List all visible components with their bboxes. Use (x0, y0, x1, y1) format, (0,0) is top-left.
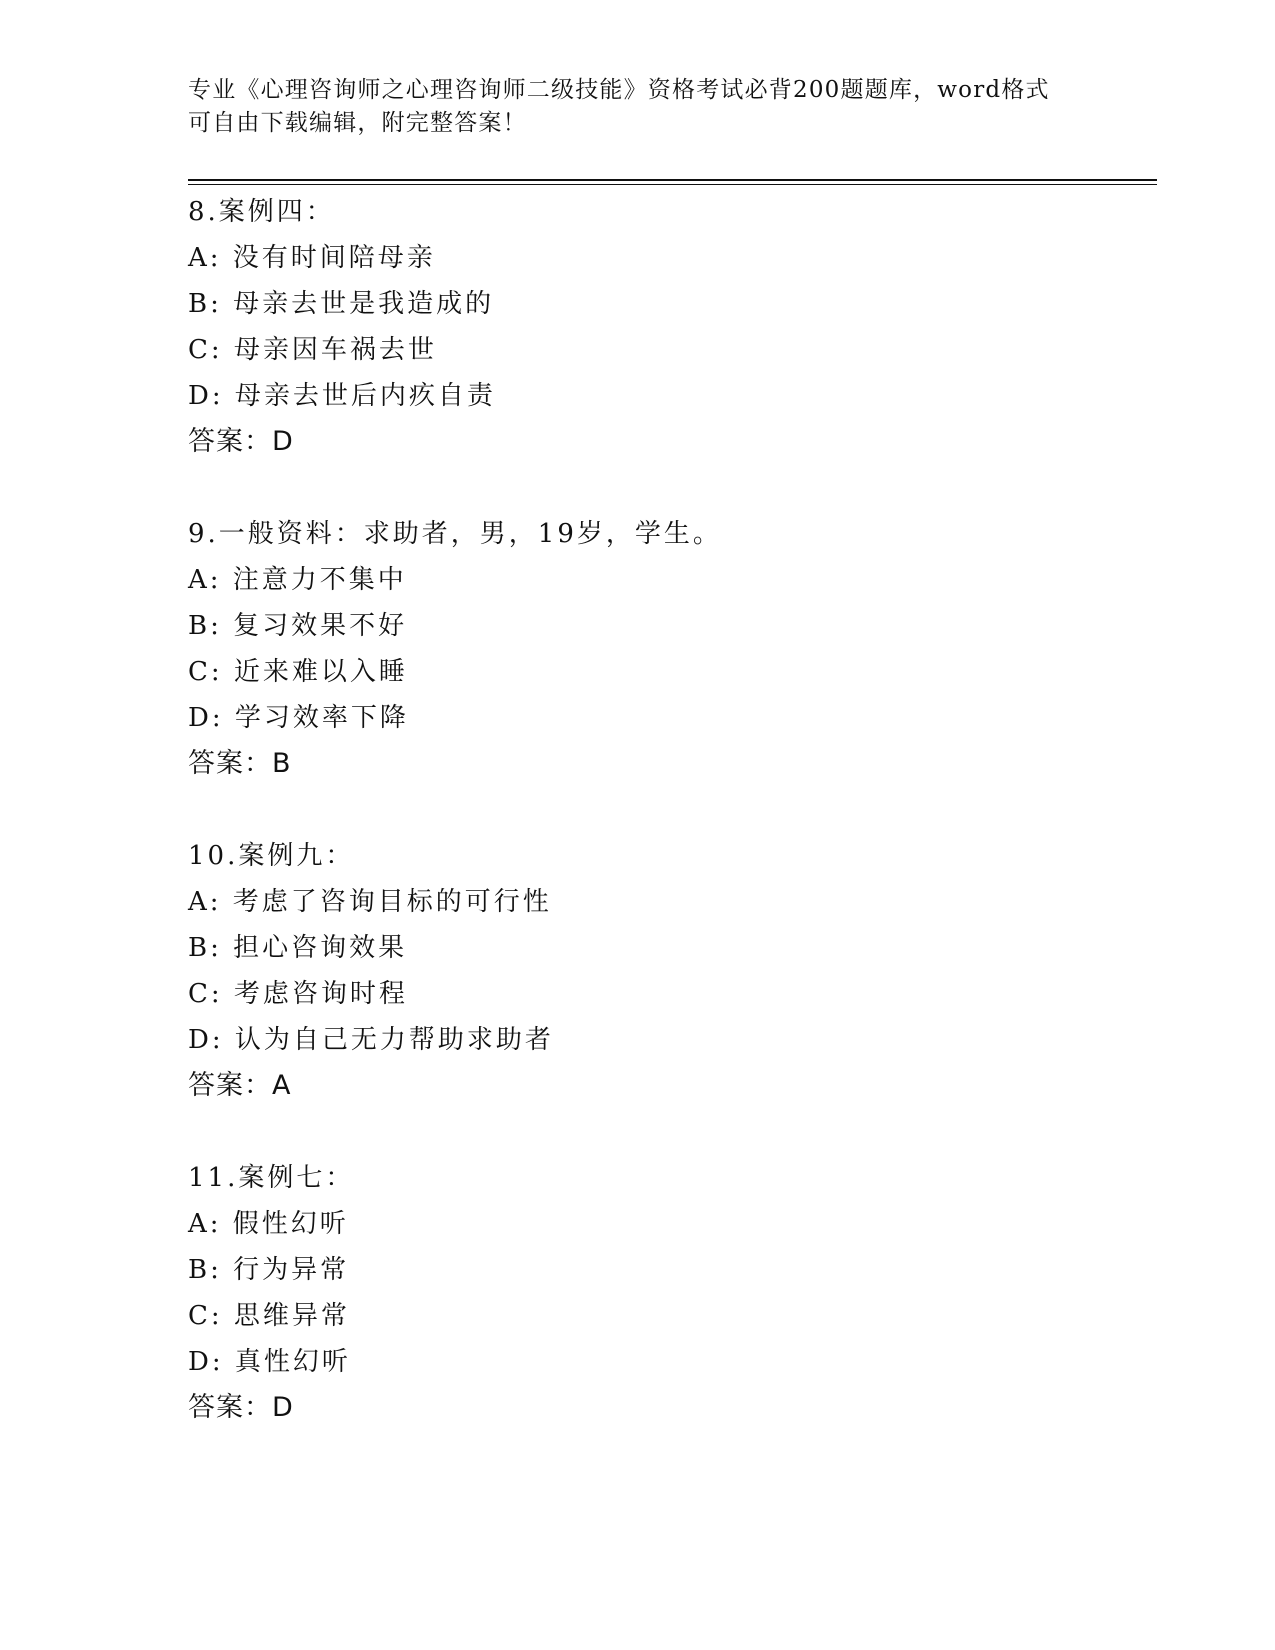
answer-text: 答案：D (188, 426, 294, 457)
option-b: B: 担心咨询效果 (188, 933, 408, 963)
option-c: C: 近来难以入睡 (188, 657, 408, 687)
question-8 (188, 189, 1148, 465)
option-a: A: 没有时间陪母亲 (188, 243, 436, 273)
question-title: 11.案例七： (188, 1163, 355, 1193)
option-b: B: 复习效果不好 (188, 611, 408, 641)
header-divider-thick (188, 179, 1157, 181)
option-b: B: 母亲去世是我造成的 (188, 289, 495, 319)
question-11 (188, 1155, 1148, 1431)
option-a: A: 注意力不集中 (188, 565, 407, 595)
header-line-1: 专业《心理咨询师之心理咨询师二级技能》资格考试必背200题题库，word格式 (188, 77, 1050, 103)
answer-text: 答案：B (188, 748, 292, 779)
option-c: C: 思维异常 (188, 1301, 350, 1331)
question-9 (188, 511, 1148, 787)
option-d: D: 学习效率下降 (188, 703, 409, 733)
question-list (188, 189, 1148, 1431)
question-title: 8.案例四： (188, 197, 335, 227)
option-c: C: 考虑咨询时程 (188, 979, 408, 1009)
header-divider-thin (188, 184, 1157, 185)
answer-text: 答案：D (188, 1392, 294, 1423)
question-title: 9.一般资料：求助者，男，19岁，学生。 (188, 519, 722, 549)
answer-text: 答案：A (188, 1070, 292, 1101)
spacer (188, 465, 1148, 511)
spacer (188, 1109, 1148, 1155)
question-10 (188, 833, 1148, 1109)
option-d: D: 母亲去世后内疚自责 (188, 381, 496, 411)
option-c: C: 母亲因车祸去世 (188, 335, 437, 365)
document-header (188, 74, 1088, 140)
header-line-2: 可自由下载编辑，附完整答案！ (188, 110, 527, 136)
option-a: A: 假性幻听 (188, 1209, 349, 1239)
spacer (188, 787, 1148, 833)
option-a: A: 考虑了咨询目标的可行性 (188, 887, 552, 917)
question-title: 10.案例九： (188, 841, 355, 871)
option-d: D: 认为自己无力帮助求助者 (188, 1025, 554, 1055)
option-d: D: 真性幻听 (188, 1347, 351, 1377)
option-b: B: 行为异常 (188, 1255, 350, 1285)
